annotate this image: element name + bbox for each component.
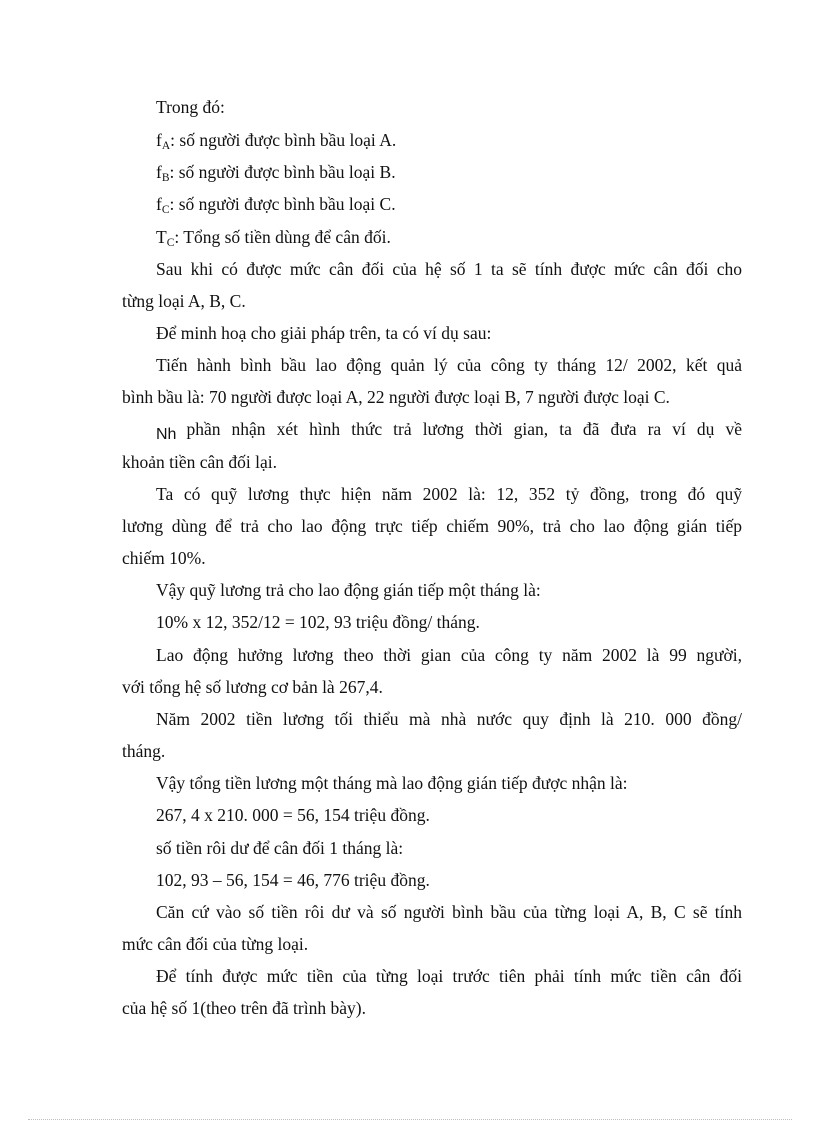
paragraph-line: khoản tiền cân đối lại. — [122, 452, 278, 472]
paragraph-line: tháng. — [122, 741, 166, 761]
subscript-b: B — [161, 172, 170, 184]
definition-fa — [156, 129, 396, 151]
paragraph-line: chiếm 10%. — [122, 548, 206, 568]
formula-line: 267, 4 x 210. 000 = 56, 154 triệu đồng. — [156, 805, 430, 825]
paragraph-line: Sau khi có được mức cân đối của hệ số 1 ta sẽ tính được mức cân đối cho — [156, 259, 742, 279]
definition-fb — [156, 161, 396, 183]
paragraph-line: lương dùng để trả cho lao động trực tiếp chiếm 90%, trả cho lao động gián tiếp — [122, 516, 742, 536]
paragraph-line: Vậy tổng tiền lương một tháng mà lao động gián tiếp được nhận là: — [156, 773, 628, 793]
paragraph-line: từng loại A, B, C. — [122, 291, 246, 311]
subscript-tc: C — [166, 237, 175, 249]
inline-fragment: Nh — [156, 426, 177, 443]
paragraph-line: Vậy quỹ lương trả cho lao động gián tiếp một tháng là: — [156, 580, 541, 600]
paragraph-line: Năm 2002 tiền lương tối thiểu mà nhà nước quy định là 210. 000 đồng/ — [156, 709, 742, 729]
paragraph-line: mức cân đối của từng loại. — [122, 934, 309, 954]
paragraph-line: bình bầu là: 70 người được loại A, 22 người được loại B, 7 người được loại C. — [122, 387, 670, 407]
paragraph-line: Tiến hành bình bầu lao động quản lý của công ty tháng 12/ 2002, kết quả — [156, 355, 742, 375]
paragraph-line: của hệ số 1(theo trên đã trình bày). — [122, 998, 366, 1018]
paragraph-line: Ta có quỹ lương thực hiện năm 2002 là: 12, 352 tỷ đồng, trong đó quỹ — [156, 484, 742, 504]
symbol-tc: T — [156, 227, 167, 247]
paragraph-line: Để minh hoạ cho giải pháp trên, ta có ví dụ sau: — [156, 323, 492, 343]
definition-fc-text: : số người được bình bầu loại C. — [169, 194, 396, 214]
paragraph-intro: Trong đó: — [156, 97, 225, 117]
symbol-fa: f — [156, 130, 162, 150]
definition-fa-text: : số người được bình bầu loại A. — [170, 130, 397, 150]
paragraph-line: Lao động hưởng lương theo thời gian của công ty năm 2002 là 99 người, — [156, 645, 742, 665]
subscript-a: A — [161, 140, 171, 152]
symbol-fb: f — [156, 162, 162, 182]
paragraph-line: với tổng hệ số lương cơ bản là 267,4. — [122, 677, 383, 697]
paragraph-line — [156, 418, 742, 442]
paragraph-line: Căn cứ vào số tiền rôi dư và số người bình bầu của từng loại A, B, C sẽ tính — [156, 902, 742, 922]
definition-fc — [156, 193, 396, 215]
paragraph-line: số tiền rôi dư để cân đối 1 tháng là: — [156, 838, 404, 858]
subscript-c: C — [161, 204, 170, 216]
definition-fb-text: : số người được bình bầu loại B. — [169, 162, 396, 182]
formula-line: 102, 93 – 56, 154 = 46, 776 triệu đồng. — [156, 870, 430, 890]
symbol-fc: f — [156, 194, 162, 214]
definition-tc — [156, 226, 391, 248]
paragraph-line-text: phần nhận xét hình thức trả lương thời gian, ta đã đưa ra ví dụ về — [186, 419, 742, 439]
paragraph-line: Để tính được mức tiền của từng loại trước tiên phải tính mức tiền cân đối — [156, 966, 742, 986]
formula-line: 10% x 12, 352/12 = 102, 93 triệu đồng/ tháng. — [156, 612, 480, 632]
page-bottom-divider — [28, 1119, 792, 1120]
definition-tc-text: : Tổng số tiền dùng để cân đối. — [174, 227, 391, 247]
